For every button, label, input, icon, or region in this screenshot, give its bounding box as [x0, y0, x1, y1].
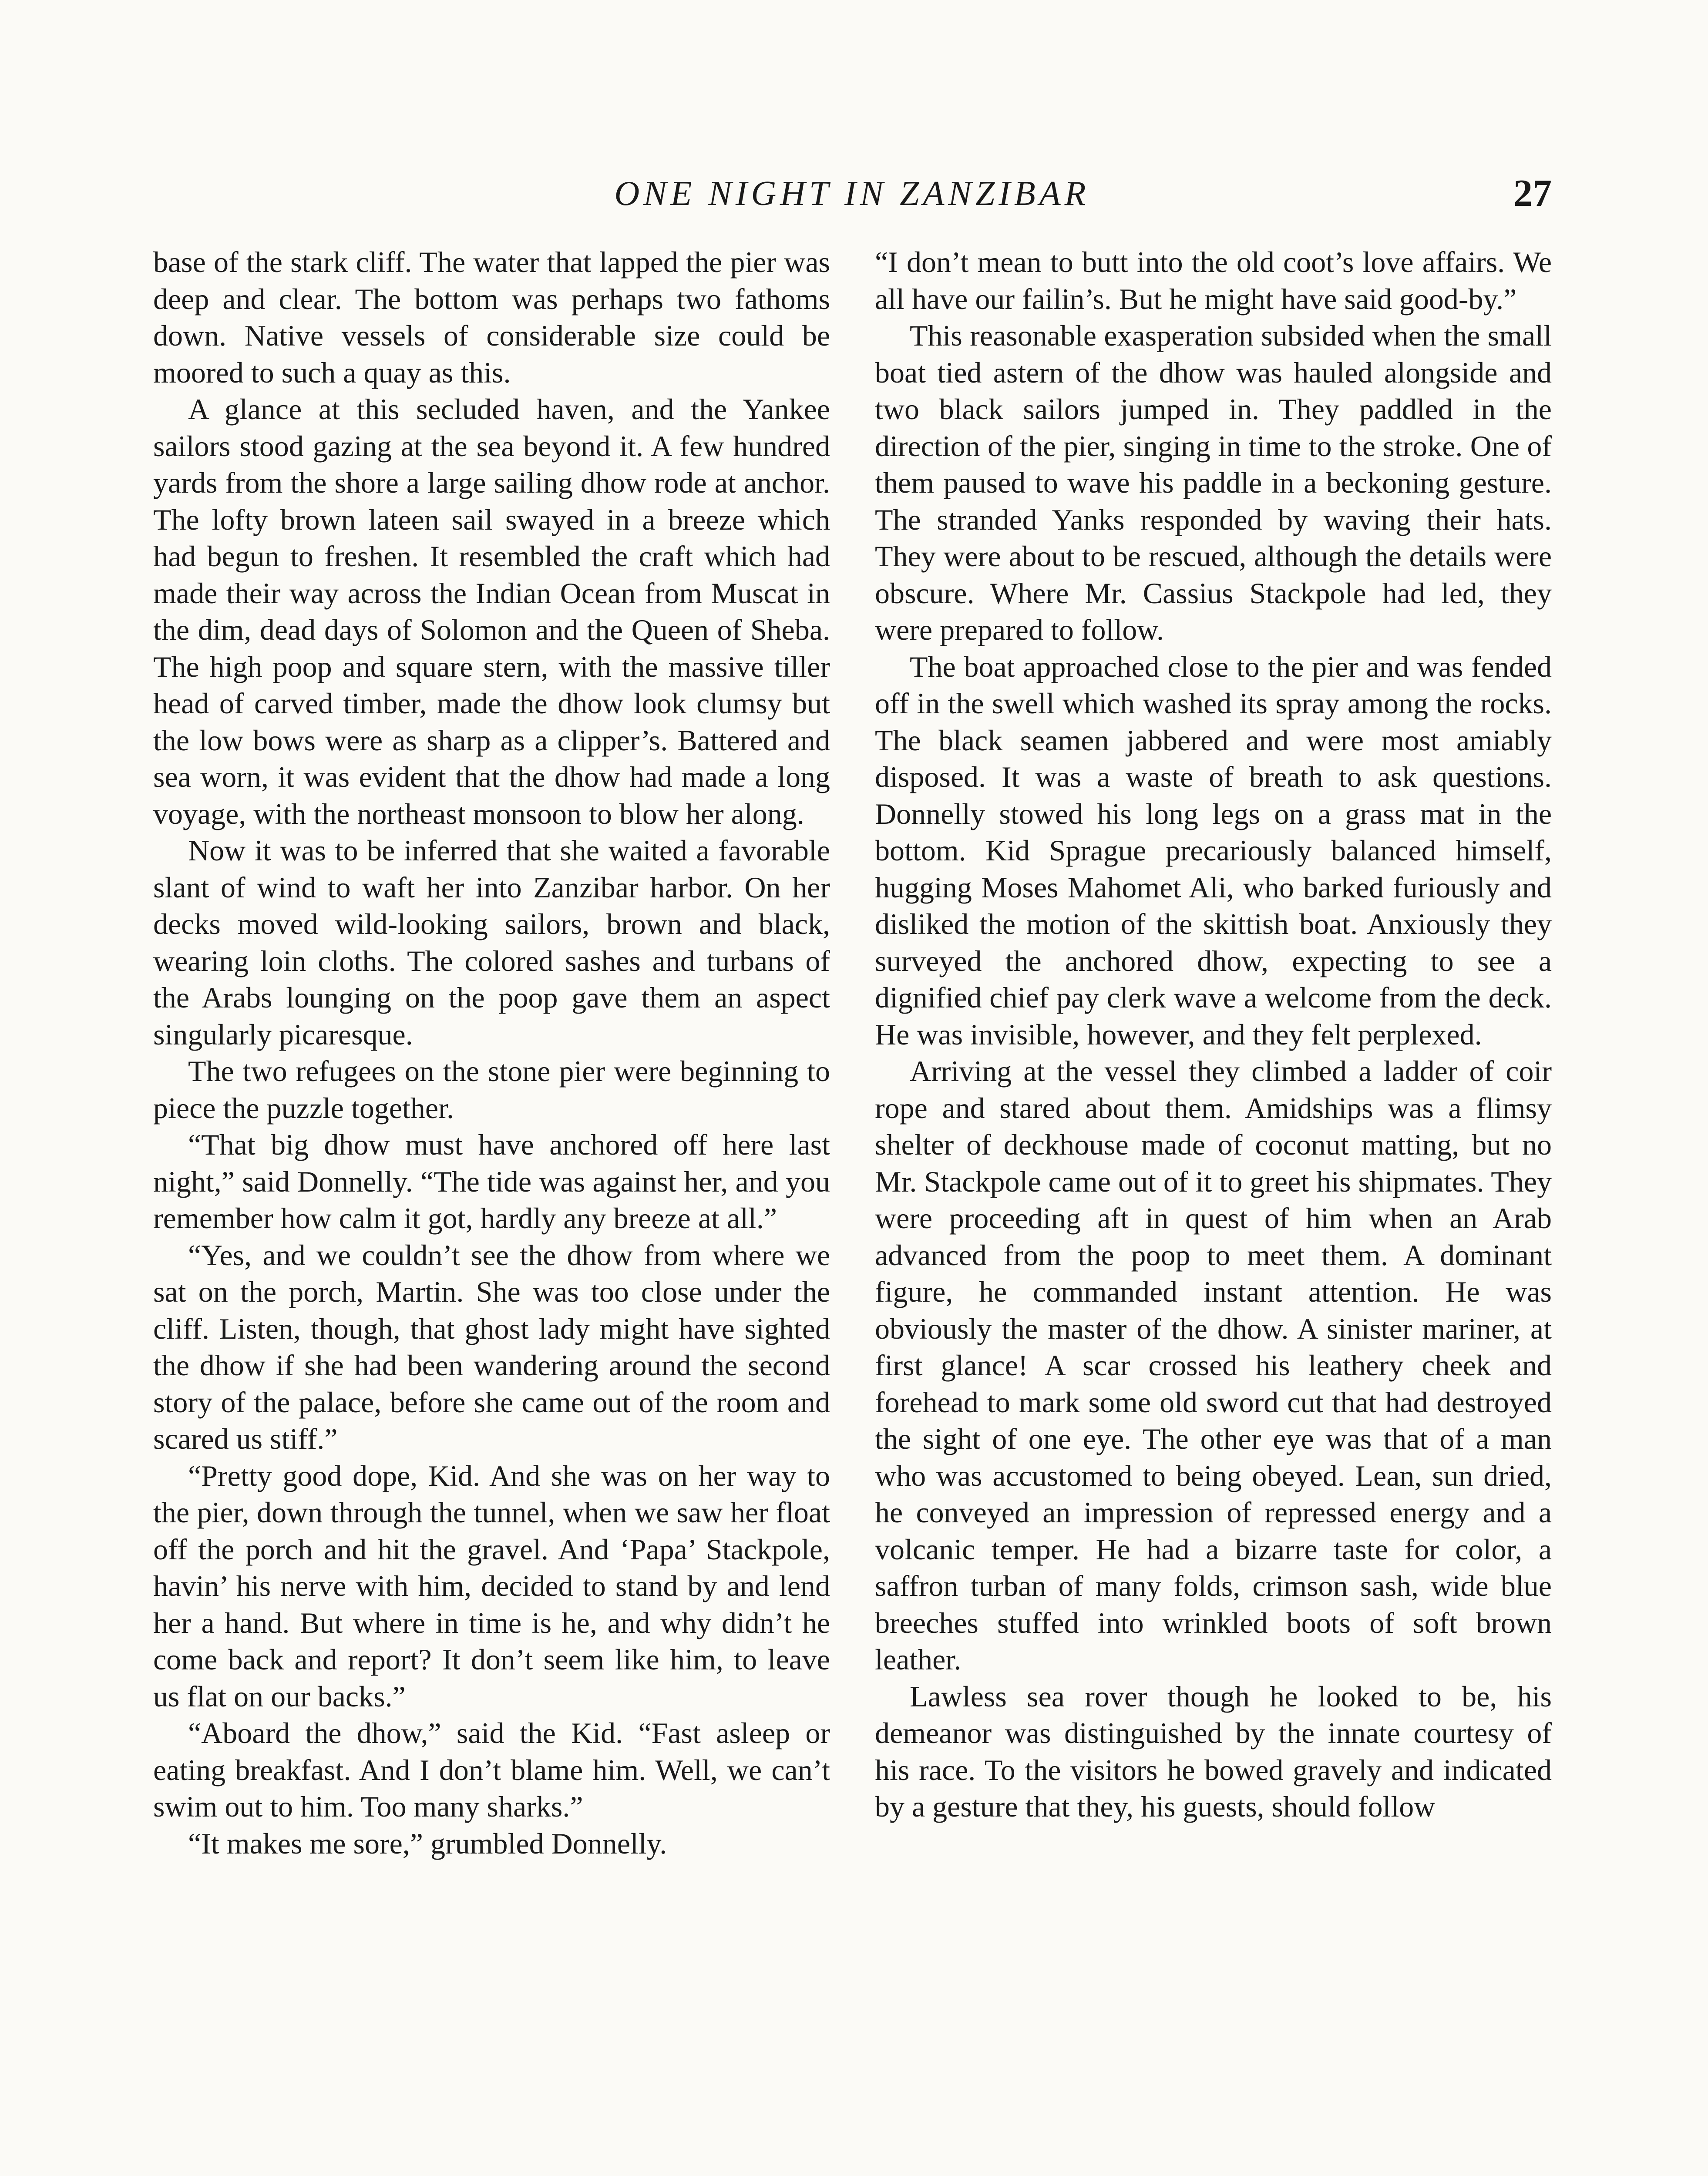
paragraph: This reasonable exasperation subsided when the small boat tied astern of the dhow was hauled alongside and two black sailors jumped in. They paddled in the direction of the pier, singing in time to the stroke. One of them paused to wave his paddle in a beckoning gesture. The stranded Yanks responded by waving their hats. They were about to be rescued, although the details were obscure. Where Mr. Cassius Stackpole had led, they were prepared to follow. [875, 319, 1552, 646]
right-column [875, 244, 1552, 2176]
running-title: ONE NIGHT IN ZANZIBAR [614, 175, 1090, 213]
page-number: 27 [1513, 172, 1552, 215]
paragraph: “Yes, and we couldn’t see the dhow from where we sat on the porch, Martin. She was too close under the cliff. Listen, though, that ghost lady might have sighted the dhow if she had been wandering around the second story of the palace, before she came out of the room and scared us stiff.” [153, 1238, 830, 1455]
paragraph: “Pretty good dope, Kid. And she was on her way to the pier, down through the tunnel, when we saw her float off the porch and hit the gravel. And ‘Papa’ Stackpole, havin’ his nerve with him, decided to stand by and lend her a hand. But where in time is he, and why didn’t he come back and report? It don’t seem like him, to leave us flat on our backs.” [153, 1459, 830, 1713]
paragraph: Now it was to be inferred that she waited a favorable slant of wind to waft her into Zanzibar harbor. On her decks moved wild-looking sailors, brown and black, wearing loin cloths. The colored sashes and turbans of the Arabs lounging on the poop gave them an aspect singularly picaresque. [153, 834, 830, 1051]
paragraph: “It makes me sore,” grumbled Donnelly. [188, 1827, 667, 1860]
paragraph: The two refugees on the stone pier were beginning to piece the puzzle together. [153, 1054, 830, 1125]
paragraph: A glance at this secluded haven, and the Yankee sailors stood gazing at the sea beyond it. A few hundred yards from the shore a large sailing dhow rode at anchor. The lofty brown lateen sail swayed in a breeze which had begun to freshen. It resembled the craft which had made their way across the Indian Ocean from Muscat in the dim, dead days of Solomon and the Queen of Sheba. The high poop and square stern, with the massive tiller head of carved timber, made the dhow look clumsy but the low bows were as sharp as a clipper’s. Battered and sea worn, it was evident that the dhow had made a long voyage, with the northeast monsoon to blow her along. [153, 393, 830, 830]
paragraph: “Aboard the dhow,” said the Kid. “Fast asleep or eating breakfast. And I don’t blame him. Well, we can’t swim out to him. Too many sharks.” [153, 1716, 830, 1823]
paragraph: Arriving at the vessel they climbed a ladder of coir rope and stared about them. Amidships was a flimsy shelter of deckhouse made of coconut matting, but no Mr. Stackpole came out of it to greet his shipmates. They were proceeding aft in quest of him when an Arab advanced from the poop to meet them. A dominant figure, he commanded instant attention. He was obviously the master of the dhow. A sinister mariner, at first glance! A scar crossed his leathery cheek and forehead to mark some old sword cut that had destroyed the sight of one eye. The other eye was that of a man who was accustomed to being obeyed. Lean, sun dried, he conveyed an impression of repressed energy and a volcanic temper. He had a bizarre taste for color, a saffron turban of many folds, crimson sash, wide blue breeches stuffed into wrinkled boots of soft brown leather. [875, 1054, 1552, 1676]
paragraph: base of the stark cliff. The water that lapped the pier was deep and clear. The bottom was perhaps two fathoms down. Native vessels of considerable size could be moored to such a quay as this. [153, 245, 830, 389]
running-head [152, 168, 1552, 220]
paragraph: Lawless sea rover though he looked to be, his demeanor was distinguished by the innate courtesy of his race. To the visitors he bowed gravely and indicated by a gesture that they, his guests, should follow [875, 1679, 1552, 1823]
paragraph: “That big dhow must have anchored off here last night,” said Donnelly. “The tide was against her, and you remember how calm it got, hardly any breeze at all.” [153, 1128, 830, 1235]
left-column [153, 244, 830, 2176]
paragraph-continuation: “I don’t mean to butt into the old coot’s love affairs. We all have our failin’s. But he might have said good-by.” [875, 245, 1552, 316]
paragraph: The boat approached close to the pier and was fended off in the swell which washed its spray among the rocks. The black seamen jabbered and were most amiably disposed. It was a waste of breath to ask questions. Donnelly stowed his long legs on a grass mat in the bottom. Kid Sprague precariously balanced himself, hugging Moses Mahomet Ali, who barked furiously and disliked the motion of the skittish boat. Anxiously they surveyed the anchored dhow, expecting to see a dignified chief pay clerk wave a welcome from the deck. He was invisible, however, and they felt perplexed. [875, 650, 1552, 1051]
